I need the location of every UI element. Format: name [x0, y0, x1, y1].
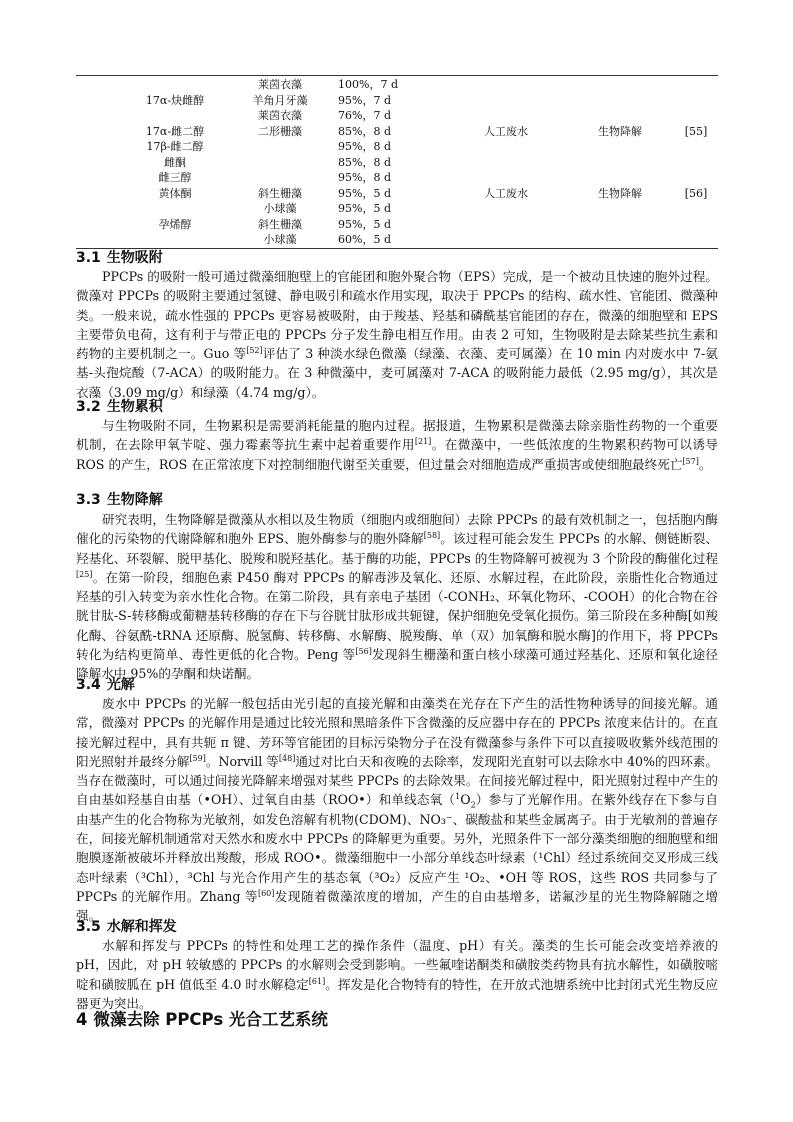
section-title: 生物吸附 — [106, 250, 163, 266]
table-cell-rate: 76%，7 d — [338, 109, 391, 122]
table-cell-alga: 莱茵衣藻 — [258, 78, 302, 91]
table-cell-water: 人工废水 — [484, 186, 528, 200]
table-top-rule — [76, 75, 718, 76]
table-row — [76, 217, 718, 233]
table-cell-alga: 斜生栅藻 — [258, 217, 302, 231]
text-run: 与生物吸附不同，生物累积是需要消耗能量的胞内过程。据报道，生物累积是微藻去除亲脂性药物的一个重要机制，在去除甲氧苄啶、强力霉素等抗生素中起着重要作用 — [76, 418, 718, 453]
citation: [56] — [355, 646, 372, 656]
section-title: 生物降解 — [106, 492, 163, 508]
citation: [58] — [423, 531, 441, 541]
text-run: 。Norvill 等 — [205, 753, 279, 769]
paragraph-3-1 — [76, 267, 718, 402]
table-row — [76, 155, 718, 171]
table-row — [76, 93, 718, 109]
table-cell-mechanism: 生物降解 — [598, 186, 642, 200]
section-number: 3.2 — [76, 399, 101, 415]
text-run: 。 — [698, 456, 712, 472]
section-title: 水解和挥发 — [106, 919, 177, 935]
table-cell-compound: 17α-雌二醇 — [145, 124, 205, 138]
section-number: 3.1 — [76, 250, 101, 266]
table-cell-rate: 85%，8 d — [338, 155, 391, 169]
table-cell-alga: 二形栅藻 — [258, 124, 302, 138]
text-run: 。挥发是化合物特有的特性，在开放式池塘系统中比封闭式光生物反应器更为突出。 — [76, 976, 718, 1011]
table-row — [76, 108, 718, 124]
section-heading-3-2 — [76, 398, 163, 416]
table-cell-rate: 95%，5 d — [338, 186, 391, 200]
section-title: 微藻去除 PPCPs 光合工艺系统 — [93, 1010, 328, 1029]
citation: [61] — [308, 976, 326, 986]
section-number: 3.4 — [76, 677, 101, 693]
section-title: 生物累积 — [106, 399, 163, 415]
text-run: 评估了 3 种淡水绿色微藻（绿藻、衣藻、麦可属藻）在 10 min 内对废水中 7-氨基-头孢烷酸（7-ACA）的吸附能力。在 3 种微藻中，麦可属藻对 7-ACA 的吸附能力最低（2.95 mg/g），其次是衣藻（3.09 mg/g）和绿藻（4.74 mg/g）。 — [76, 346, 718, 400]
text-run: 研究表明，生物降解是微藻从水相以及生物质（细胞内或细胞间）去除 PPCPs 的最有效机制之一，包括胞内酶催化的污染物的代谢降解和胞外 EPS、胞外酶参与的胞外降解 — [76, 512, 718, 547]
citation: [52] — [246, 346, 263, 355]
table-cell-compound: 黄体酮 — [158, 186, 192, 200]
section-number: 4 — [76, 1010, 88, 1029]
text-run: PPCPs 的吸附一般可通过微藻细胞壁上的官能团和胞外聚合物（EPS）完成，是一个被动且快速的胞外过程。微藻对 PPCPs 的吸附主要通过氢键、静电吸引和疏水作用实现，取决于 PPCPs 的结构、疏水性、官能团、微藻种类。一般来说，疏水性强的 PPCPs 更容易被吸附，由于羧基、羟基和磷酰基官能团的存在，微藻的细胞壁和 EPS 主要带负电荷，这有利于与带正电的 PPCPs 分子发生静电相互作用。由表 2 可知，生物吸附是去除某些抗生素和药物的主要机制之一。Guo 等 — [76, 269, 718, 362]
section-heading-4 — [76, 1010, 328, 1030]
text-run: O — [460, 792, 471, 808]
table-row — [76, 77, 718, 93]
text-run: 废水中 PPCPs 的光解一般包括由光引起的直接光解和由藻类在光存在下产生的活性物种诱导的间接光解。通常，微藻对 PPCPs 的光解作用是通过比较光照和黑暗条件下含微藻的反应器中存在的 PPCPs 浓度来估计的。在直接光解过程中，具有共轭 π 键、芳环等官能团的目标污染物分子在没有微藻参与条件下可以直接吸收紫外线范围的阳光照射并最终分解 — [76, 696, 718, 769]
table-cell-ref: [56] — [684, 186, 708, 200]
table-cell-rate: 95%，5 d — [338, 217, 391, 231]
table-cell-compound: 雌三醇 — [158, 171, 192, 184]
section-heading-3-5 — [76, 918, 177, 936]
superscript: 1 — [455, 792, 461, 802]
table-cell-rate: 95%，8 d — [338, 140, 391, 153]
citation: [25] — [76, 569, 93, 579]
section-number: 3.3 — [76, 492, 101, 508]
table-cell-alga: 羊角月牙藻 — [252, 93, 308, 107]
table-cell-alga: 莱茵衣藻 — [258, 109, 302, 122]
table-cell-rate: 85%，8 d — [338, 124, 391, 138]
table-cell-compound: 17α-炔雌醇 — [145, 93, 205, 107]
paragraph-3-5 — [76, 936, 718, 1013]
citation: [59] — [189, 753, 206, 763]
section-heading-3-3 — [76, 491, 163, 509]
text-run: ）参与了光解作用。在紫外线存在下参与自由基产生的化合物称为光敏剂，如发色溶解有机物(CDOM)、NO₃⁻、碳酸盐和某些金属离子。由于光敏剂的普遍存在，间接光解机制通常对天然水和废水中 PPCPs 的降解更为重要。另外，光照条件下一部分藻类细胞的细胞壁和细胞膜逐渐被破坏并释放出羧酸，形成 ROO•。微藻细胞中一小部分单线态叶绿素（¹Chl）经过系统间交叉形成三线态叶绿素（³Chl），³Chl 与光合作用产生的基态氧（³O₂）反应产生 ¹O₂、•OH 等 ROS，这些 ROS 共同参与了 PPCPs 的光解作用。Zhang 等 — [76, 792, 719, 904]
table-cell-water: 人工废水 — [484, 124, 528, 138]
table-cell-compound: 雌酮 — [164, 155, 186, 169]
text-run: 。该过程可能会发生 PPCPs 的水解、侧链断裂、羟基化、环裂解、脱甲基化、脱羧和脱羟基化。基于酶的功能，PPCPs 的生物降解可被视为 3 个阶段的酶催化过程 — [76, 531, 718, 566]
citation: [60] — [257, 888, 275, 898]
citation: [21] — [414, 437, 432, 447]
table-cell-rate: 60%，5 d — [338, 233, 391, 246]
table-cell-alga: 小球藻 — [263, 202, 297, 215]
subscript: 2 — [470, 801, 476, 810]
table-cell-mechanism: 生物降解 — [598, 124, 642, 138]
table-row — [76, 232, 718, 248]
table-cell-rate: 95%，7 d — [338, 93, 391, 107]
text-run: 。在第一阶段，细胞色素 P450 酶对 PPCPs 的解毒涉及氧化、还原、水解过程，在此阶段，亲脂性化合物通过羟基的引入转变为亲水性化合物。在第二阶段，具有亲电子基团（-CONH₂、环氧化物环、-COOH）的化合物在谷胱甘肽-S-转移酶或葡糖基转移酶的存在下与谷胱甘肽形成共轭键，保护细胞免受氧化损伤。第三阶段在多种酶[如羧化酶、谷氨酰-tRNA 还原酶、脱氢酶、转移酶、水解酶、脱羧酶、单（双）加氧酶和脱水酶]的作用下，将 PPCPs 转化为结构更简单、毒性更低的化合物。Peng 等 — [76, 569, 718, 663]
section-title: 光解 — [106, 677, 135, 693]
table-row — [76, 201, 718, 217]
paragraph-3-4 — [76, 694, 718, 926]
section-heading-3-1 — [76, 249, 163, 267]
table-cell-compound: 孕烯醇 — [158, 217, 192, 231]
text-run: 。在微藻中，一些低浓度的生物累积药物可以诱导 ROS 的产生，ROS 在正常浓度下对控制细胞代谢至关重要，但过量会对细胞造成严重损害或使细胞最终死亡 — [76, 437, 719, 472]
table-row — [76, 186, 718, 202]
text-run: 水解和挥发与 PPCPs 的特性和处理工艺的操作条件（温度、pH）有关。藻类的生长可能会改变培养液的 pH，因此，对 pH 较敏感的 PPCPs 的水解则会受到影响。一些氟喹诺酮类和磺胺类药物具有抗水解性，如磺胺嘧啶和磺胺胍在 pH 值低至 4.0 时水解稳定 — [76, 938, 718, 992]
table-cell-ref: [55] — [684, 124, 708, 138]
citation: [57] — [682, 456, 699, 466]
text-run: 发现随着微藻浓度的增加，产生的自由基增多，诺氟沙星的光生物降解随之增强。 — [76, 888, 718, 924]
table-cell-rate: 95%，8 d — [338, 171, 391, 184]
table-row — [76, 124, 718, 140]
table-cell-rate: 100%，7 d — [338, 78, 398, 91]
citation: [48] — [278, 753, 296, 763]
paragraph-3-2 — [76, 416, 718, 474]
table-row — [76, 170, 718, 186]
paragraph-3-3 — [76, 510, 718, 684]
text-run: 通过对比白天和夜晚的去除率，发现阳光直射可以去除水中 40%的四环素。当存在微藻时，可以通过间接光降解来增强对某些 PPCPs 的去除效果。在间接光解过程中，阳光照射过程中产生的自由基如羟基自由基（•OH）、过氧自由基（ROO•）和单线态氧（ — [76, 753, 718, 808]
section-heading-3-4 — [76, 676, 135, 694]
table-row — [76, 139, 718, 155]
section-number: 3.5 — [76, 919, 101, 935]
text-run: 发现斜生栅藻和蛋白核小球藻可通过羟基化、还原和氧化途径降解水中 95%的孕酮和炔诺酮。 — [76, 647, 719, 682]
table-cell-alga: 小球藻 — [263, 233, 297, 246]
table-cell-rate: 95%，5 d — [338, 202, 391, 215]
table-cell-compound: 17β-雌二醇 — [146, 140, 204, 153]
table-bottom-rule — [76, 248, 718, 249]
table-cell-alga: 斜生栅藻 — [258, 186, 302, 200]
